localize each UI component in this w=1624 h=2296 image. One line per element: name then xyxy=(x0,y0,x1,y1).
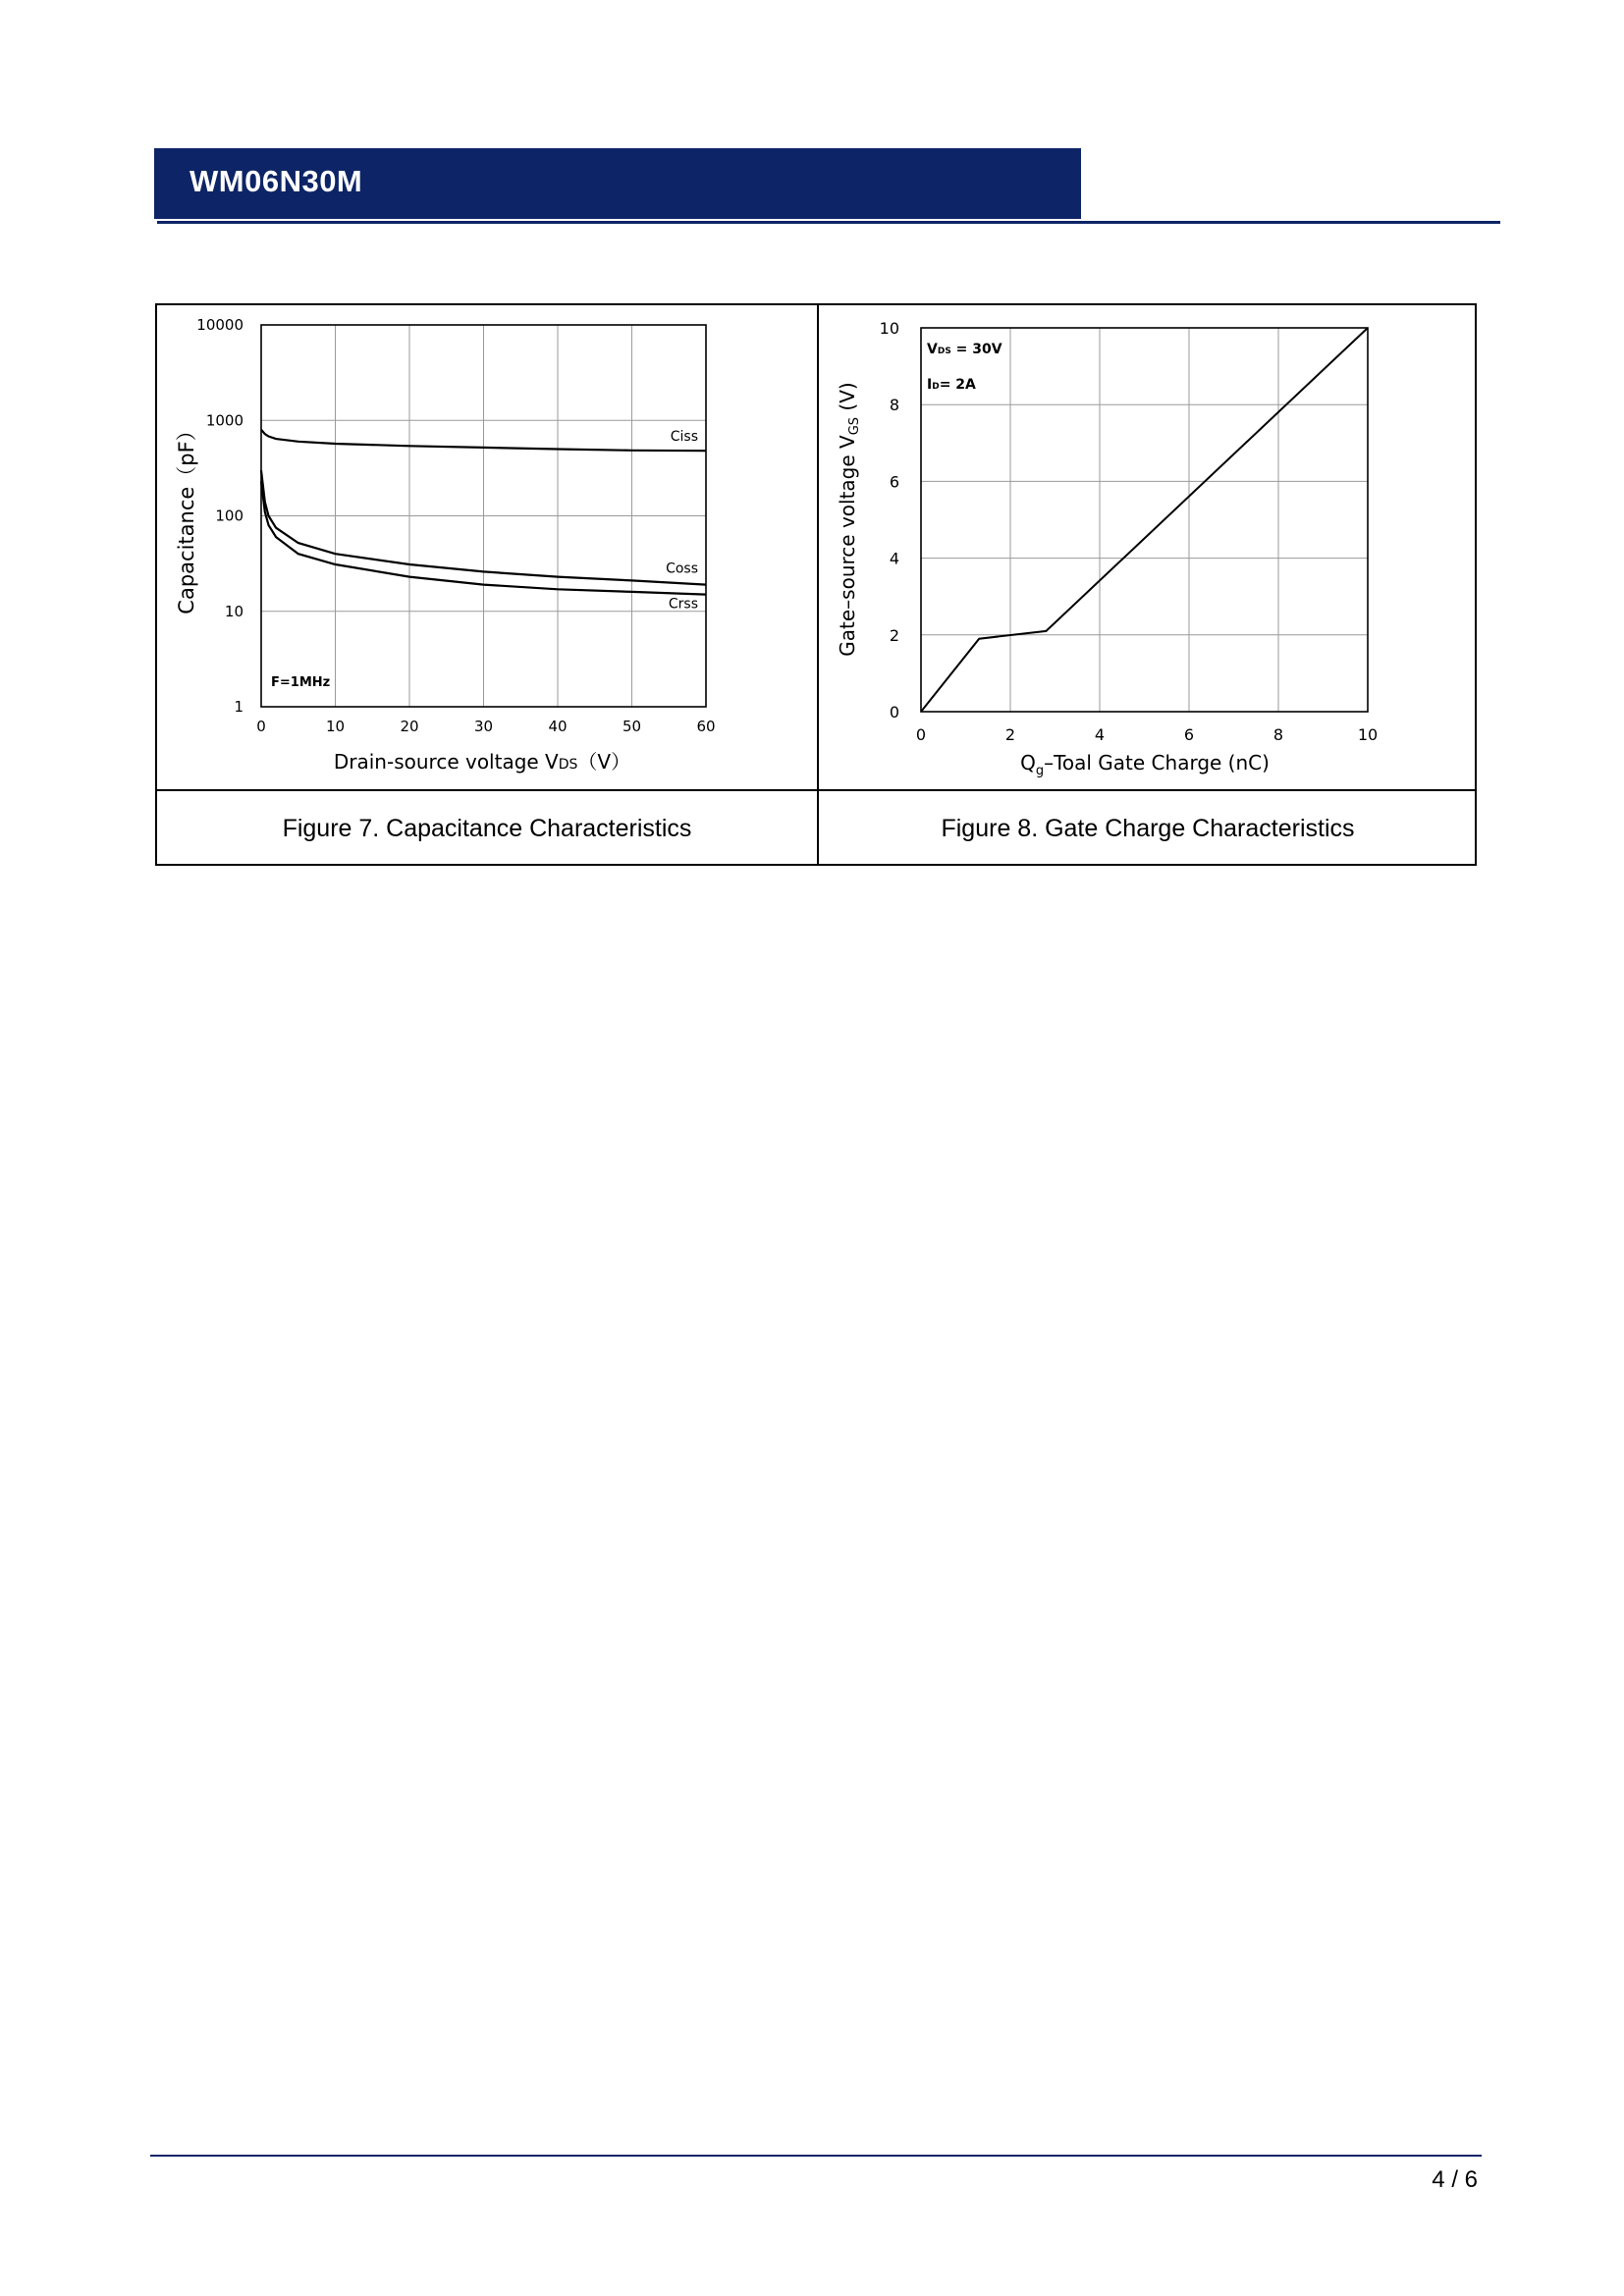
x-tick-label: 6 xyxy=(1183,725,1195,744)
series-label-crss: Crss xyxy=(668,596,698,613)
y-tick-label: 0 xyxy=(889,703,899,721)
y-tick-label: 2 xyxy=(889,625,899,645)
y-tick-label: 1000 xyxy=(205,411,244,430)
plot-frame xyxy=(921,328,1368,712)
header-bar xyxy=(154,148,1081,219)
y-tick-label: 6 xyxy=(889,472,899,492)
frequency-annotation: F=1MHz xyxy=(271,675,331,690)
y-tick-label: 100 xyxy=(215,507,244,525)
x-tick-label: 0 xyxy=(915,725,927,744)
capacitance-chart-cell xyxy=(157,305,817,789)
x-axis-label: $Q_g$–Toal Gate Charge (nC) xyxy=(1020,751,1270,778)
document-title: WM06N30M xyxy=(189,164,363,198)
x-tick-label: 10 xyxy=(1357,725,1379,744)
gate-charge-chart xyxy=(819,305,1477,789)
x-tick-label: 50 xyxy=(622,718,642,735)
y-axis-label: Gate–source voltage $V_{GS}$ (V) xyxy=(836,382,862,657)
x-tick-label: 8 xyxy=(1272,725,1284,744)
footer-rule xyxy=(150,2155,1482,2157)
y-tick-label: 4 xyxy=(889,549,899,568)
x-axis-label: Drain-source voltage VDS（V） xyxy=(333,750,631,774)
capacitance-chart xyxy=(157,305,817,789)
x-tick-label: 4 xyxy=(1094,725,1106,744)
x-tick-label: 10 xyxy=(325,718,346,735)
x-tick-label: 40 xyxy=(548,718,568,735)
series-label-ciss: Ciss xyxy=(670,429,698,446)
y-tick-label: 10 xyxy=(879,319,899,338)
y-tick-label: 10000 xyxy=(196,316,244,334)
x-tick-label: 0 xyxy=(256,718,266,735)
figure-table xyxy=(155,303,1477,866)
y-tick-label: 8 xyxy=(889,396,899,415)
page-number: 4 / 6 xyxy=(1432,2166,1478,2193)
figure-7-caption: Figure 7. Capacitance Characteristics xyxy=(282,814,692,842)
y-tick-label: 10 xyxy=(224,602,244,620)
gate-charge-chart-cell xyxy=(819,305,1477,789)
condition-annotation: ID= 2A xyxy=(927,377,976,393)
condition-annotation: VDS = 30V xyxy=(927,342,1002,357)
x-tick-label: 2 xyxy=(1004,725,1016,744)
x-tick-label: 30 xyxy=(473,718,494,735)
x-tick-label: 20 xyxy=(400,718,419,735)
y-axis-label: Capacitance（pF） xyxy=(175,420,198,614)
y-tick-label: 1 xyxy=(234,698,244,716)
gate-charge-line xyxy=(921,328,1368,712)
x-tick-label: 60 xyxy=(696,718,716,735)
figure-8-caption: Figure 8. Gate Charge Characteristics xyxy=(941,814,1355,842)
series-label-coss: Coss xyxy=(666,561,698,577)
header-rule xyxy=(157,221,1500,224)
